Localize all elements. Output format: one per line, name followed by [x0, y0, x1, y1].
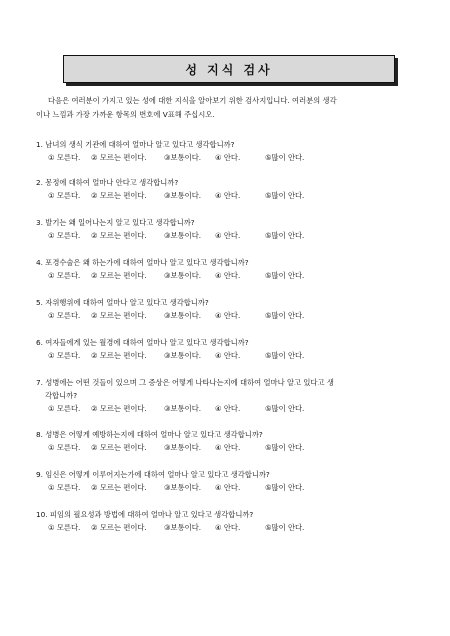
answer-options	[36, 309, 416, 322]
option-1[interactable]: ① 모른다.	[48, 404, 81, 413]
option-4[interactable]: ④ 안다.	[215, 404, 241, 413]
option-1[interactable]: ① 모른다.	[48, 191, 81, 200]
question-item	[36, 428, 416, 454]
option-4[interactable]: ④ 안다.	[215, 311, 241, 320]
question-text: 7. 성병에는 어떤 것들이 있으며 그 증상은 어떻게 나타나는지에 대하여 얼마나 알고 있다고 생	[36, 378, 334, 387]
option-1[interactable]: ① 모른다.	[48, 271, 81, 280]
option-4[interactable]: ④ 안다.	[215, 351, 241, 360]
question-text-continued: 각합니까?	[45, 391, 78, 400]
option-3[interactable]: ③보통이다.	[164, 311, 202, 320]
answer-options	[36, 521, 416, 534]
option-1[interactable]: ① 모른다.	[48, 483, 81, 492]
option-5[interactable]: ⑤많이 안다.	[265, 483, 305, 492]
question-text: 9. 임신은 어떻게 이루어지는가에 대하여 얼마나 알고 있다고 생각합니까?	[36, 470, 270, 479]
question-text: 6. 여자들에게 있는 월경에 대하여 얼마나 알고 있다고 생각합니까?	[36, 338, 249, 347]
question-item	[36, 216, 416, 242]
option-4[interactable]: ④ 안다.	[215, 191, 241, 200]
intro-line: 다음은 여러분이 가지고 있는 성에 대한 지식을 알아보기 위한 검사지입니다. 여러분의 생각	[48, 96, 337, 105]
intro-line: 이나 느낌과 가장 가까운 항목의 번호에 V표해 주십시오.	[36, 110, 215, 119]
question-item	[36, 468, 416, 494]
option-4[interactable]: ④ 안다.	[215, 153, 241, 162]
option-4[interactable]: ④ 안다.	[215, 523, 241, 532]
option-2[interactable]: ② 모르는 편이다.	[91, 483, 147, 492]
option-4[interactable]: ④ 안다.	[215, 443, 241, 452]
answer-options	[36, 189, 416, 202]
intro-paragraph	[36, 94, 418, 122]
option-5[interactable]: ⑤많이 안다.	[265, 311, 305, 320]
answer-options	[36, 349, 416, 362]
option-5[interactable]: ⑤많이 안다.	[265, 523, 305, 532]
option-5[interactable]: ⑤많이 안다.	[265, 351, 305, 360]
question-text: 2. 몽정에 대하여 얼마나 안다고 생각합니까?	[36, 178, 179, 187]
page-title: 성 지식 검사	[185, 62, 273, 77]
title-box	[63, 55, 395, 83]
question-item	[36, 376, 416, 415]
option-2[interactable]: ② 모르는 편이다.	[91, 231, 147, 240]
question-text: 8. 성병은 어떻게 예방하는지에 대하여 얼마나 알고 있다고 생각합니까?	[36, 430, 263, 439]
option-3[interactable]: ③보통이다.	[164, 231, 202, 240]
question-item	[36, 508, 416, 534]
option-4[interactable]: ④ 안다.	[215, 271, 241, 280]
option-2[interactable]: ② 모르는 편이다.	[91, 351, 147, 360]
question-item	[36, 176, 416, 202]
option-5[interactable]: ⑤많이 안다.	[265, 231, 305, 240]
option-1[interactable]: ① 모른다.	[48, 231, 81, 240]
option-4[interactable]: ④ 안다.	[215, 231, 241, 240]
option-3[interactable]: ③보통이다.	[164, 153, 202, 162]
question-text: 10. 피임의 필요성과 방법에 대하여 얼마나 알고 있다고 생각합니까?	[36, 510, 254, 519]
option-1[interactable]: ① 모른다.	[48, 523, 81, 532]
option-1[interactable]: ① 모른다.	[48, 443, 81, 452]
answer-options	[36, 441, 416, 454]
answer-options	[36, 269, 416, 282]
question-text: 3. 발기는 왜 일어나는지 알고 있다고 생각합니까?	[36, 218, 195, 227]
answer-options	[36, 402, 416, 415]
question-text: 4. 포경수술은 왜 하는가에 대하여 얼마나 알고 있다고 생각합니까?	[36, 258, 249, 267]
question-item	[36, 296, 416, 322]
option-1[interactable]: ① 모른다.	[48, 351, 81, 360]
option-3[interactable]: ③보통이다.	[164, 351, 202, 360]
answer-options	[36, 151, 416, 164]
option-5[interactable]: ⑤많이 안다.	[265, 443, 305, 452]
option-3[interactable]: ③보통이다.	[164, 404, 202, 413]
question-item	[36, 138, 416, 164]
question-item	[36, 256, 416, 282]
option-2[interactable]: ② 모르는 편이다.	[91, 311, 147, 320]
option-3[interactable]: ③보통이다.	[164, 191, 202, 200]
option-3[interactable]: ③보통이다.	[164, 523, 202, 532]
question-text: 5. 자위행위에 대하여 얼마나 알고 있다고 생각합니까?	[36, 298, 209, 307]
option-3[interactable]: ③보통이다.	[164, 271, 202, 280]
option-2[interactable]: ② 모르는 편이다.	[91, 153, 147, 162]
answer-options	[36, 481, 416, 494]
answer-options	[36, 229, 416, 242]
question-item	[36, 336, 416, 362]
question-text: 1. 남녀의 생식 기관에 대하여 얼마나 알고 있다고 생각합니까?	[36, 140, 235, 149]
option-1[interactable]: ① 모른다.	[48, 153, 81, 162]
option-3[interactable]: ③보통이다.	[164, 483, 202, 492]
option-2[interactable]: ② 모르는 편이다.	[91, 523, 147, 532]
option-5[interactable]: ⑤많이 안다.	[265, 153, 305, 162]
option-2[interactable]: ② 모르는 편이다.	[91, 443, 147, 452]
option-5[interactable]: ⑤많이 안다.	[265, 271, 305, 280]
option-5[interactable]: ⑤많이 안다.	[265, 404, 305, 413]
option-4[interactable]: ④ 안다.	[215, 483, 241, 492]
option-5[interactable]: ⑤많이 안다.	[265, 191, 305, 200]
option-2[interactable]: ② 모르는 편이다.	[91, 404, 147, 413]
option-2[interactable]: ② 모르는 편이다.	[91, 191, 147, 200]
option-3[interactable]: ③보통이다.	[164, 443, 202, 452]
option-1[interactable]: ① 모른다.	[48, 311, 81, 320]
option-2[interactable]: ② 모르는 편이다.	[91, 271, 147, 280]
